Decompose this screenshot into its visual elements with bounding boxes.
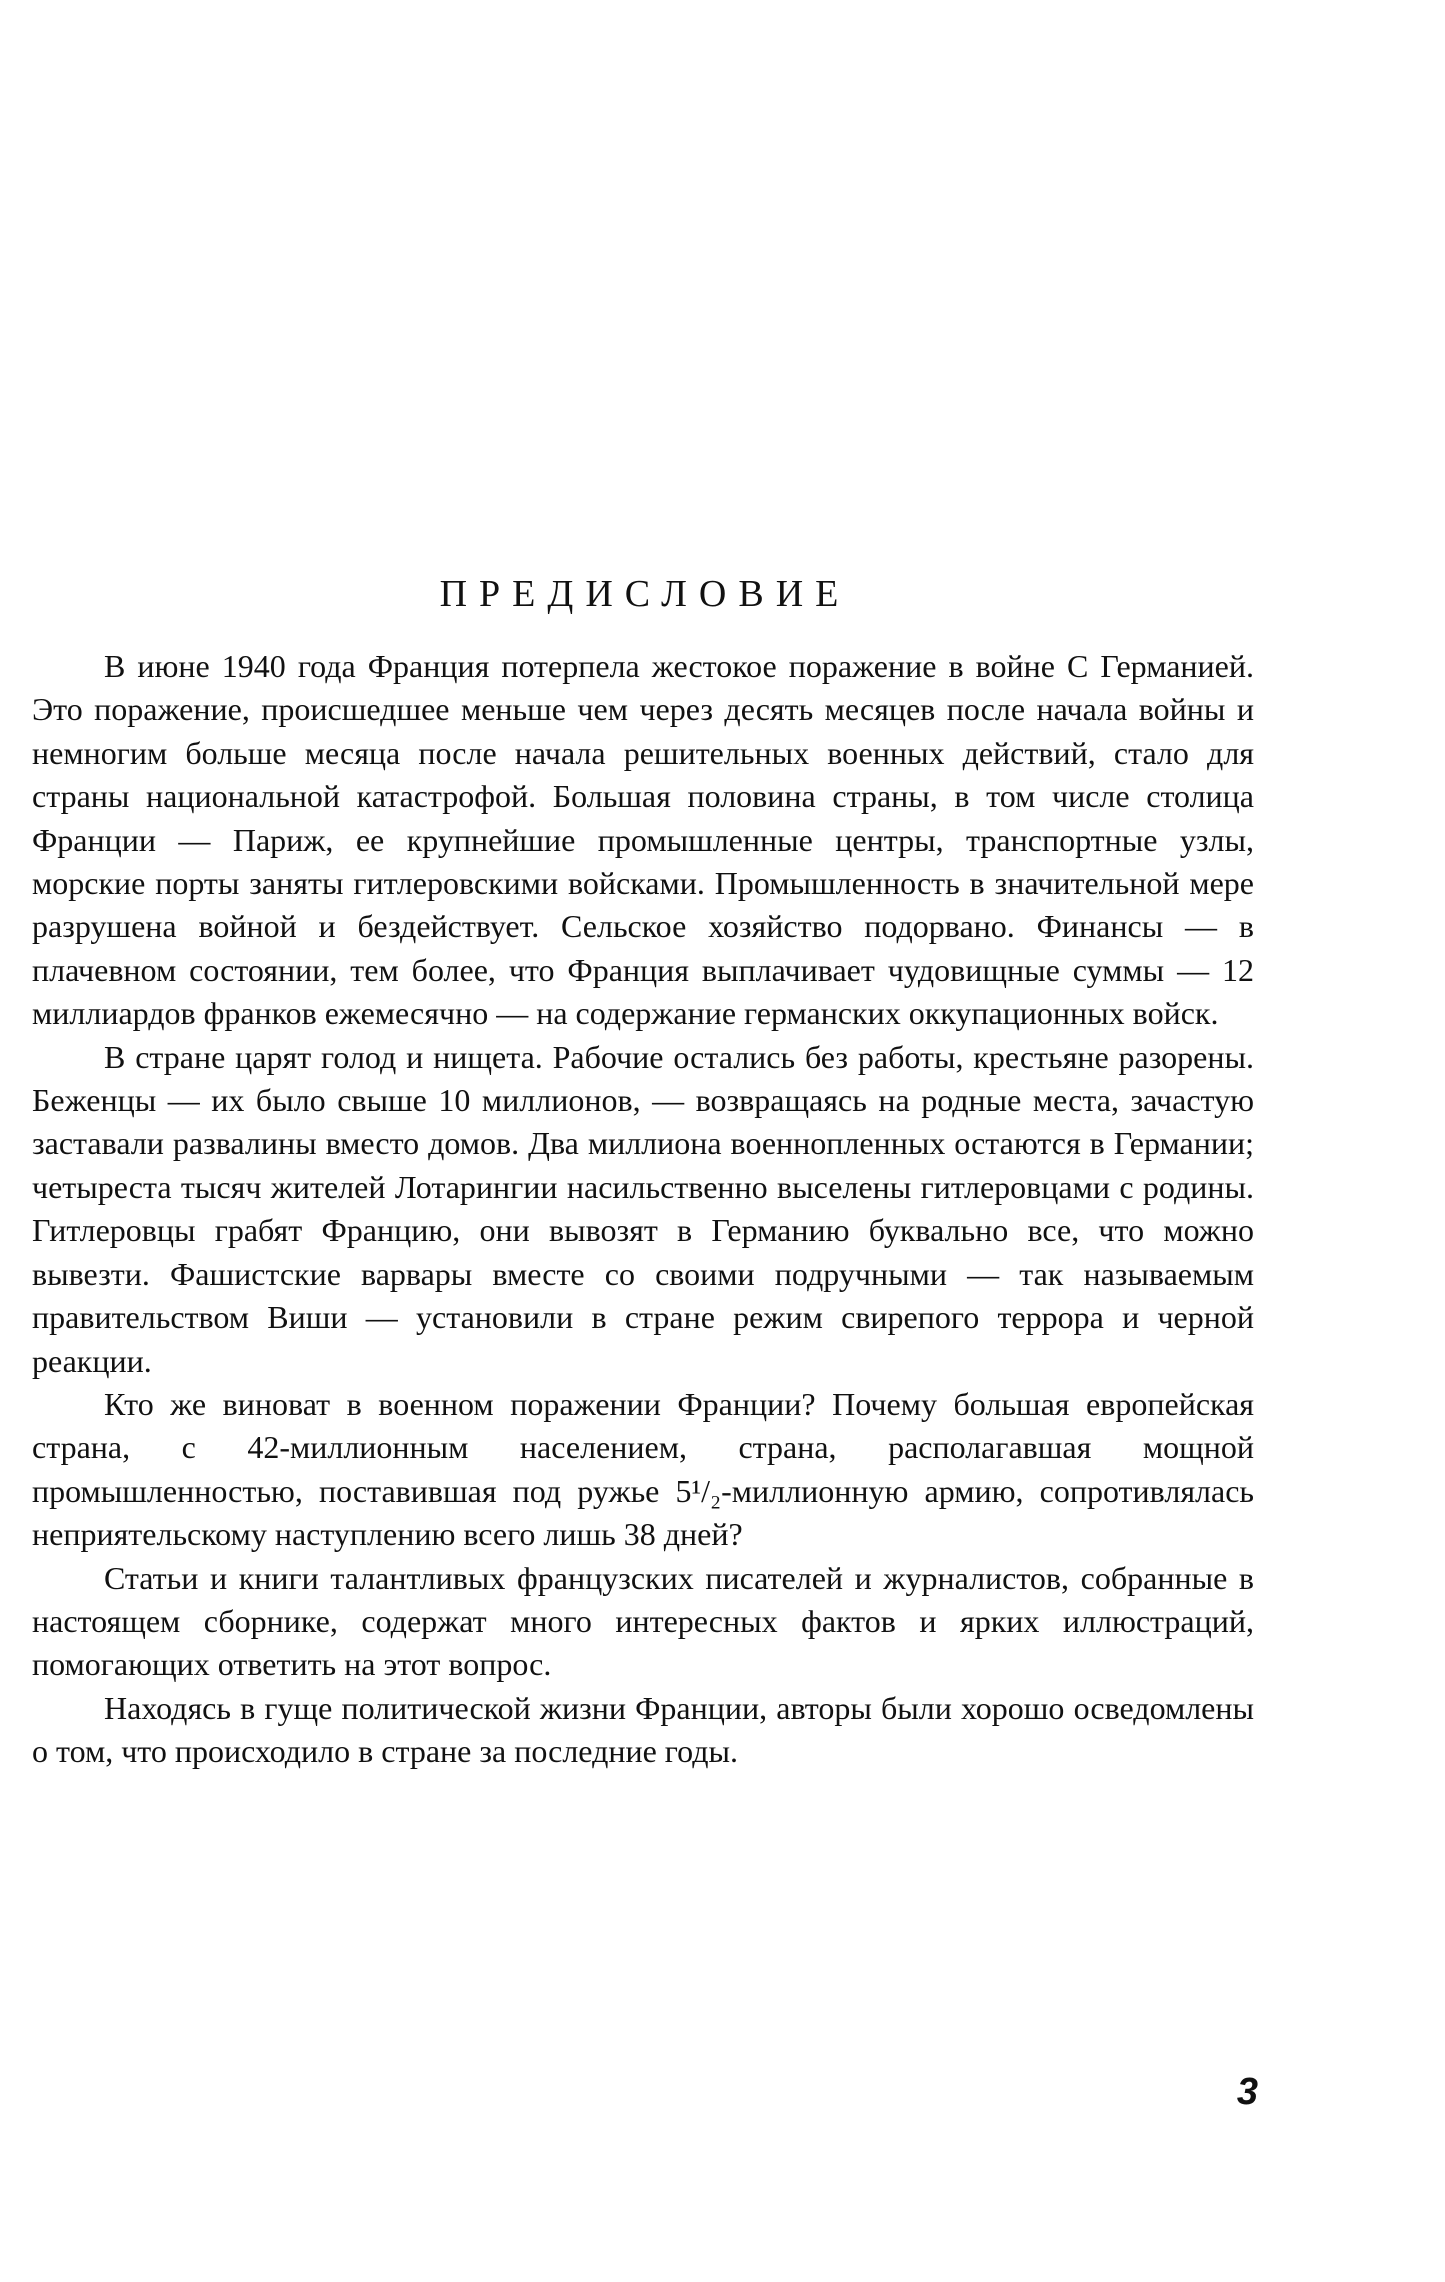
paragraph-5: Находясь в гуще политической жизни Франции, авторы были хорошо осведомлены о том, что происходило в стране за последние годы.: [32, 1689, 1254, 1770]
paragraph-4: Статьи и книги талантливых французских писателей и журналистов, собранные в настоящем сборнике, содержат много интересных фактов и ярких иллюстраций, помогающих ответить на этот вопрос.: [32, 1559, 1254, 1683]
paragraph-2: В стране царят голод и нищета. Рабочие остались без работы, крестьяне разорены. Беженцы — их было свыше 10 миллионов, — возвращаясь на родные места, зачастую заставали развалины вместо домов. Два миллиона военнопленных остаются в Германии; четыреста тысяч жителей Лотарингии насильственно выселены гитлеровцами с родины. Гитлеровцы грабят Францию, они вывозят в Германию буквально все, что можно вывезти. Фашистские варвары вместе со своими подручными — так называемым правительством Виши — установили в стране режим свирепого террора и черной реакции.: [32, 1038, 1254, 1379]
paragraph-1: В июне 1940 года Франция потерпела жестокое поражение в войне С Германией. Это поражение, происшедшее меньше чем через десять месяцев после начала войны и немногим больше месяца после начала решительных военных действий, стало для страны национальной катастрофой. Большая половина страны, в том числе столица Франции — Париж, ее крупнейшие промышленные центры, транспортные узлы, морские порты заняты гитлеровскими войсками. Промышленность в значительной мере разрушена войной и бездействует. Сельское хозяйство подорвано. Финансы — в плачевном состоянии, тем более, что Франция выплачивает чудовищные суммы — 12 миллиардов франков ежемесячно — на содержание германских оккупационных войск.: [32, 648, 1254, 1032]
page-number: 3: [1236, 2071, 1258, 2113]
paragraph-3: Кто же виноват в военном поражении Франции? Почему большая европейская страна, с 42-миллионным населением, страна, располагавшая мощной промышленностью, поставившая под ружье 5¹/₂-миллионную армию, сопротивлялась неприятельскому наступлению всего лишь 38 дней?: [32, 1385, 1254, 1553]
page-title: ПРЕДИСЛОВИЕ: [439, 573, 851, 615]
body-text: [32, 645, 1254, 1774]
